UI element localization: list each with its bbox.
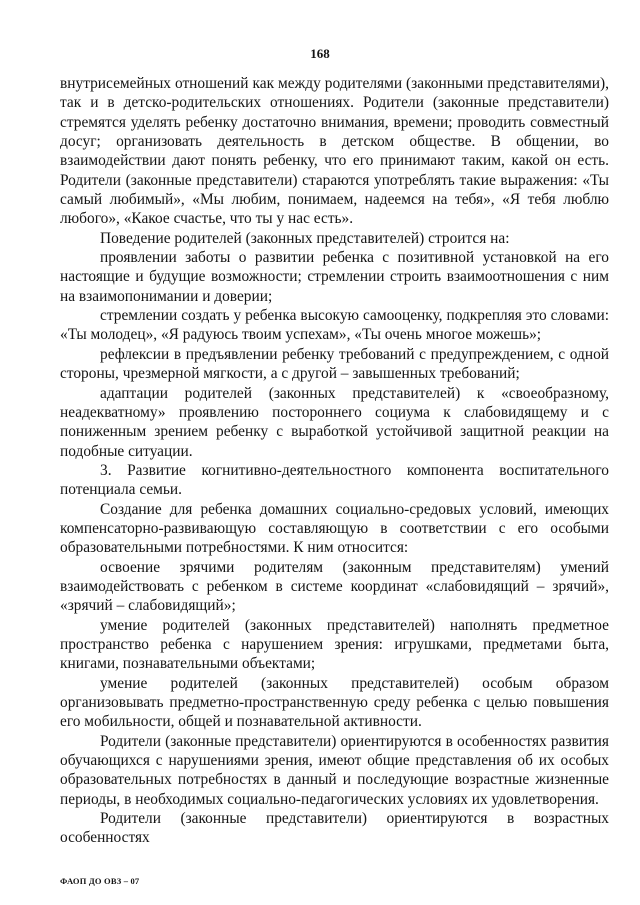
paragraph-self-esteem: стремлении создать у ребенка высокую самооценку, подкрепляя это словами: «Ты молодец», «Я радуюсь твоим успехам», «Ты очень многое можешь»;	[60, 307, 609, 344]
paragraph-home-conditions: Создание для ребенка домашних социально-средовых условий, имеющих компенсаторно-развивающую составляющую в соответствии с его особыми образовательными потребностями. К ним относится:	[60, 500, 609, 557]
paragraph-care-manifestation: проявлении заботы о развитии ребенка с позитивной установкой на его настоящие и будущие возможности; стремлении строить взаимоотношения с ним на взаимопонимании и доверии;	[60, 249, 609, 305]
paragraph-parent-behavior-intro: Поведение родителей (законных представителей) строится на:	[100, 229, 510, 247]
paragraph-section-3-heading: 3. Развитие когнитивно-деятельностного компонента воспитательного потенциала семьи.	[60, 461, 609, 499]
paragraph-interaction-skills: освоение зрячими родителям (законным представителям) умений взаимодействовать с ребенком в системе координат «слабовидящий – зрячий», «зрячий – слабовидящий»;	[60, 558, 609, 615]
paragraph-object-space: умение родителей (законных представителей) наполнять предметное пространство ребенка с нарушением зрения: игрушками, предметами быта, книгами, познавательными объектами;	[60, 616, 609, 673]
document-body	[60, 74, 609, 848]
page-number: 168	[310, 46, 330, 61]
paragraph-age-features: Родители (законные представители) ориентируются в возрастных особенностях	[60, 810, 609, 847]
paragraph-environment-organization: умение родителей (законных представителей) особым образом организовывать предметно-пространственную среду ребенка с целью повышения его мобильности, общей и познавательной активности.	[60, 674, 609, 731]
paragraph-reflection: рефлексии в предъявлении ребенку требований с предупреждением, с одной стороны, чрезмерной мягкости, а с другой – завышенных требований;	[60, 345, 609, 383]
paragraph-adaptation: адаптации родителей (законных представителей) к «своеобразному, неадекватному» проявлению постороннего социума к слабовидящему и с пониженным зрением ребенку с выработкой устойчивой защитной реакции на подобные ситуации.	[60, 384, 609, 460]
paragraph-development-awareness: Родители (законные представители) ориентируются в особенностях развития обучающихся с нарушениями зрения, имеют общие представления об их особых образовательных потребностях в данный и последующие возрастные жизненные периоды, в необходимых социально-педагогических условиях их удовлетворения.	[60, 732, 609, 808]
paragraph-continued: внутрисемейных отношений как между родителями (законными представителями), так и в детско-родительских отношениях. Родители (законные представители) стремятся уделять ребенку достаточно внимания, времени; проводить совместный досуг; организовать деятельность в детском обществе. В общении, во взаимодействии дают понять ребенку, что его принимают таким, какой он есть. Родители (законные представители) стараются употреблять такие выражения: «Ты самый любимый», «Мы любим, понимаем, надеемся на тебя», «Я тебя люблю любого», «Какое счастье, что ты у нас есть».	[60, 75, 609, 228]
page-footer: ФАОП ДО ОВЗ – 07	[60, 876, 140, 886]
